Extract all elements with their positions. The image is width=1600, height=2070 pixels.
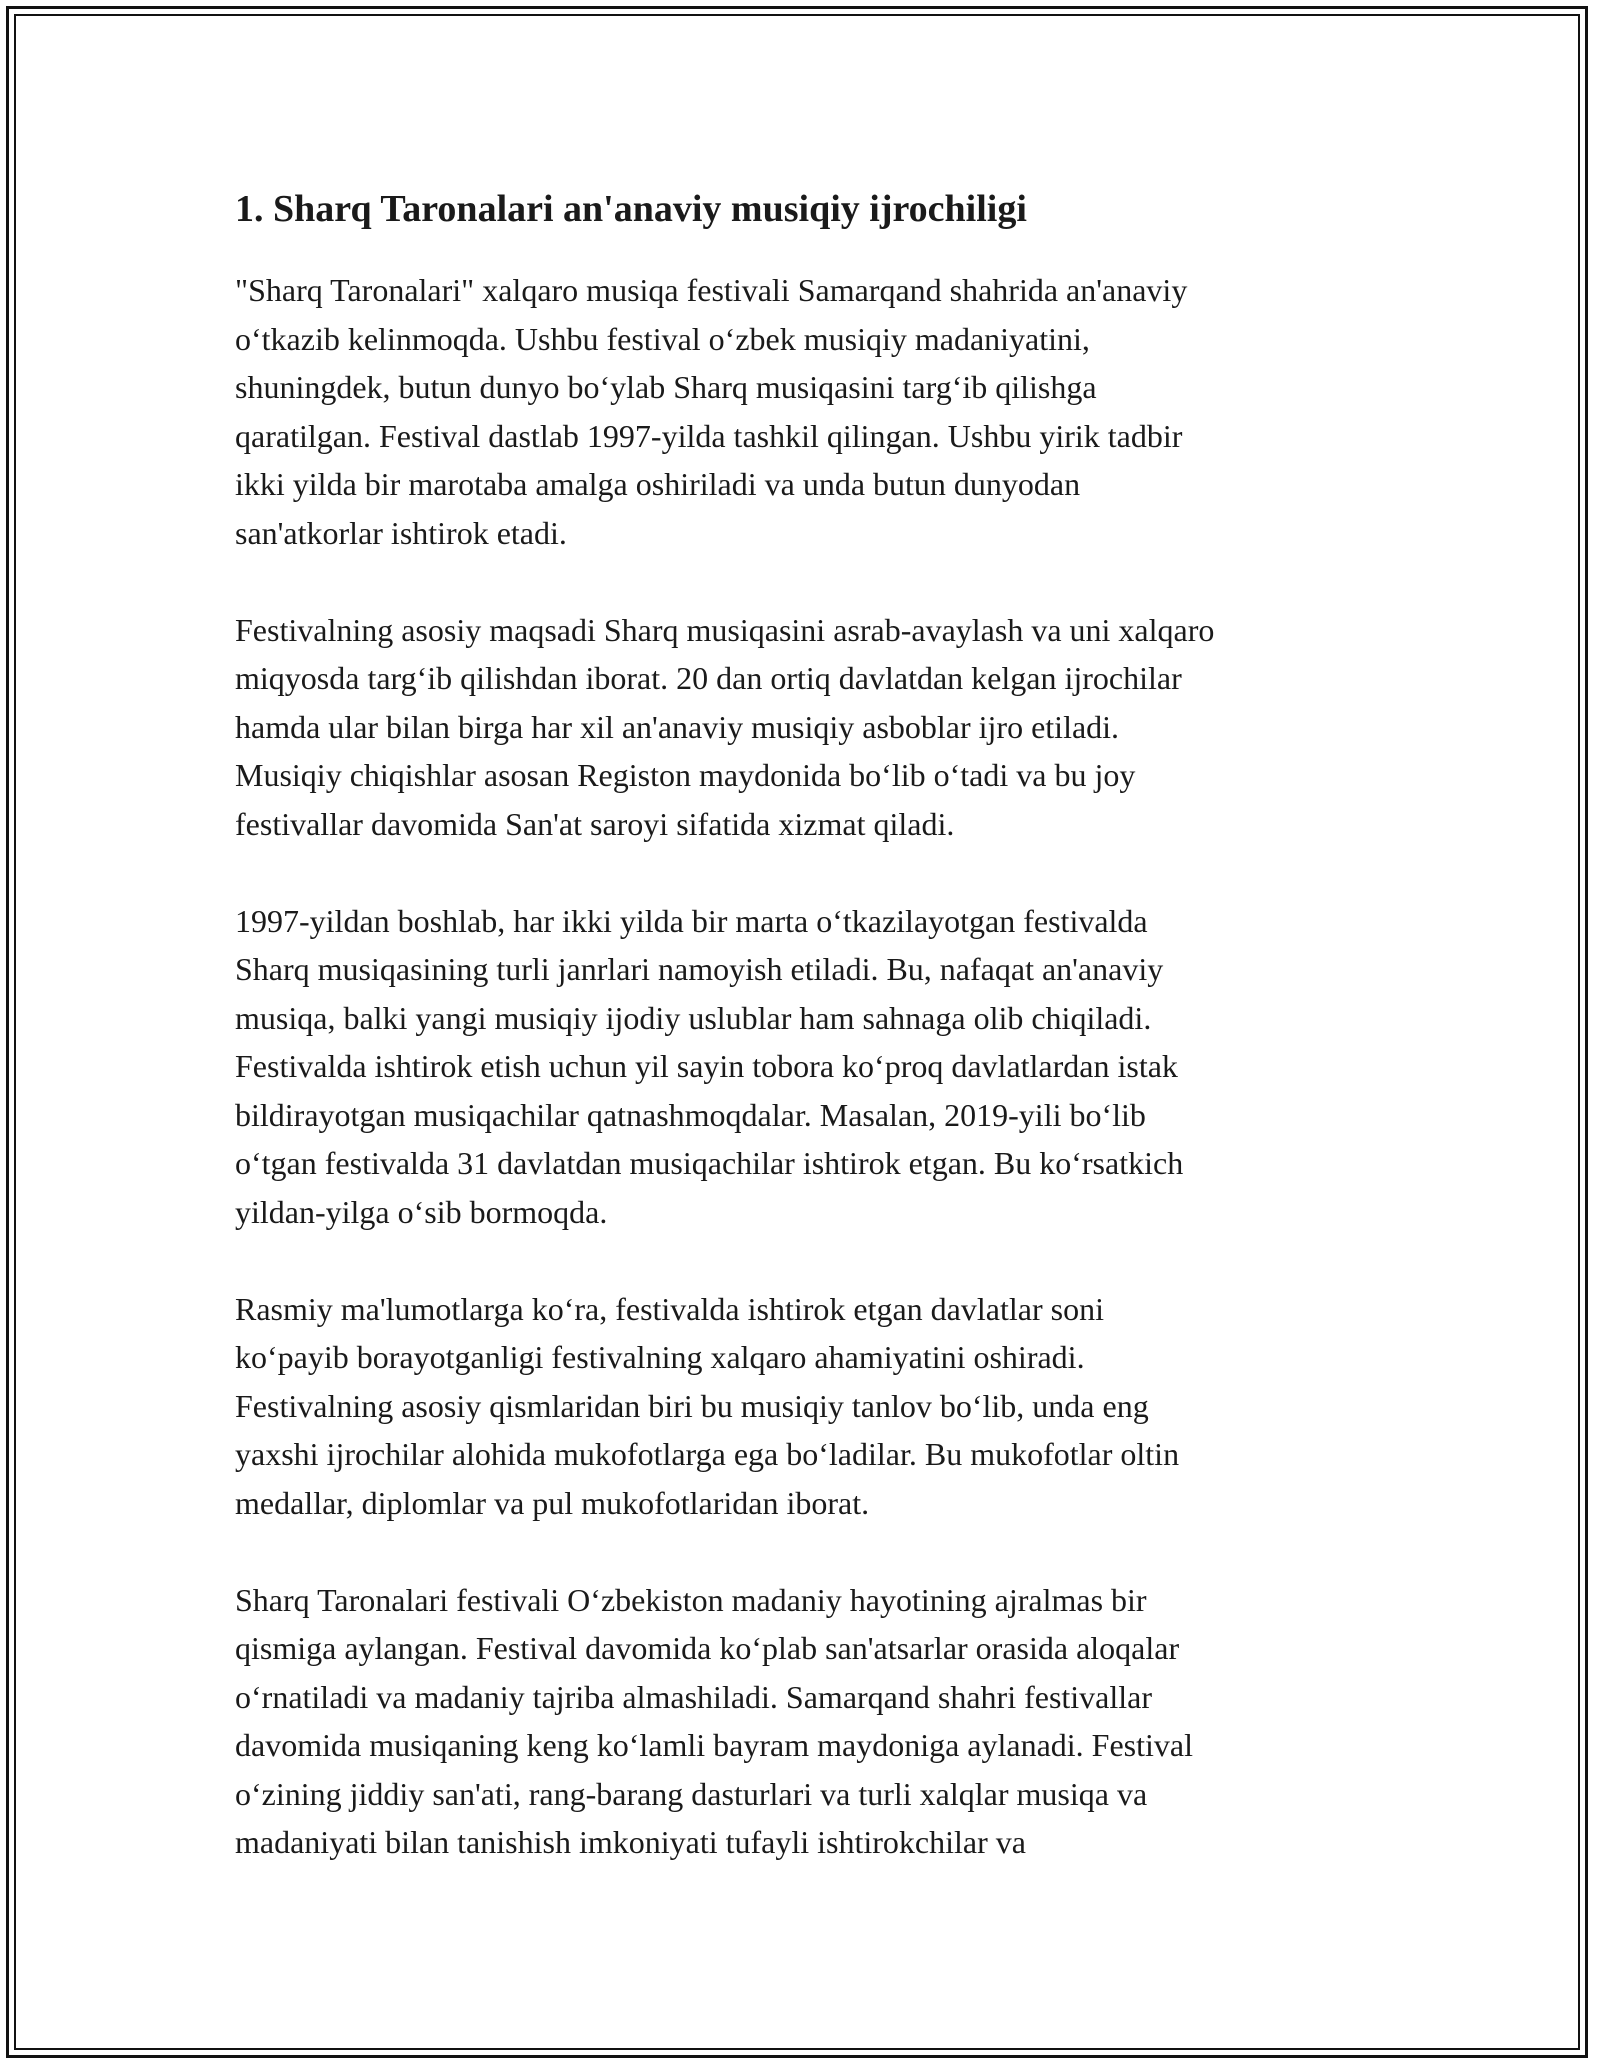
paragraph-culture: Sharq Taronalari festivali O‘zbekiston madaniy hayotining ajralmas bir qismiga aylangan. Festival davomida ko‘plab san'atsarlar orasida aloqalar o‘rnatiladi va madaniy tajriba almashiladi. Samarqand shahri festivallar davomida musiqaning keng ko‘lamli bayram maydoniga aylanadi. Festival o‘zining jiddiy san'ati, rang-barang dasturlari va turli xalqlar musiqa va madaniyati bilan tanishish imkoniyati tufayli ishtirokchilar va [235,1581,1193,1861]
paragraph-purpose: Festivalning asosiy maqsadi Sharq musiqasini asrab-avaylash va uni xalqaro miqyosda targ‘ib qilishdan iborat. 20 dan ortiq davlatdan kelgan ijrochilar hamda ular bilan birga har xil an'anaviy musiqiy asboblar ijro etiladi. Musiqiy chiqishlar asosan Registon maydonida bo‘lib o‘tadi va bu joy festivallar davomida San'at saroyi sifatida xizmat qiladi. [235,611,1215,842]
paragraph-history: 1997-yildan boshlab, har ikki yilda bir marta o‘tkazilayotgan festivalda Sharq musiqasining turli janrlari namoyish etiladi. Bu, nafaqat an'anaviy musiqa, balki yangi musiqiy ijodiy uslublar ham sahnaga olib chiqiladi. Festivalda ishtirok etish uchun yil sayin tobora ko‘proq davlatlardan istak bildirayotgan musiqachilar qatnashmoqdalar. Masalan, 2019-yili bo‘lib o‘tgan festivalda 31 davlatdan musiqachilar ishtirok etgan. Bu ko‘rsatkich yildan-yilga o‘sib bormoqda. [235,902,1184,1230]
document-body [235,185,1375,1915]
paragraph-awards: Rasmiy ma'lumotlarga ko‘ra, festivalda ishtirok etgan davlatlar soni ko‘payib borayotganligi festivalning xalqaro ahamiyatini oshiradi. Festivalning asosiy qismlaridan biri bu musiqiy tanlov bo‘lib, unda eng yaxshi ijrochilar alohida mukofotlarga ega bo‘ladilar. Bu mukofotlar oltin medallar, diplomlar va pul mukofotlaridan iborat. [235,1290,1180,1521]
section-heading: 1. Sharq Taronalari an'anaviy musiqiy ijrochiligi [235,188,1027,230]
paragraph-intro: "Sharq Taronalari" xalqaro musiqa festivali Samarqand shahrida an'anaviy o‘tkazib kelinmoqda. Ushbu festival o‘zbek musiqiy madaniyatini, shuningdek, butun dunyo bo‘ylab Sharq musiqasini targ‘ib qilishga qaratilgan. Festival dastlab 1997-yilda tashkil qilingan. Ushbu yirik tadbir ikki yilda bir marotaba amalga oshiriladi va unda butun dunyodan san'atkorlar ishtirok etadi. [235,272,1188,551]
